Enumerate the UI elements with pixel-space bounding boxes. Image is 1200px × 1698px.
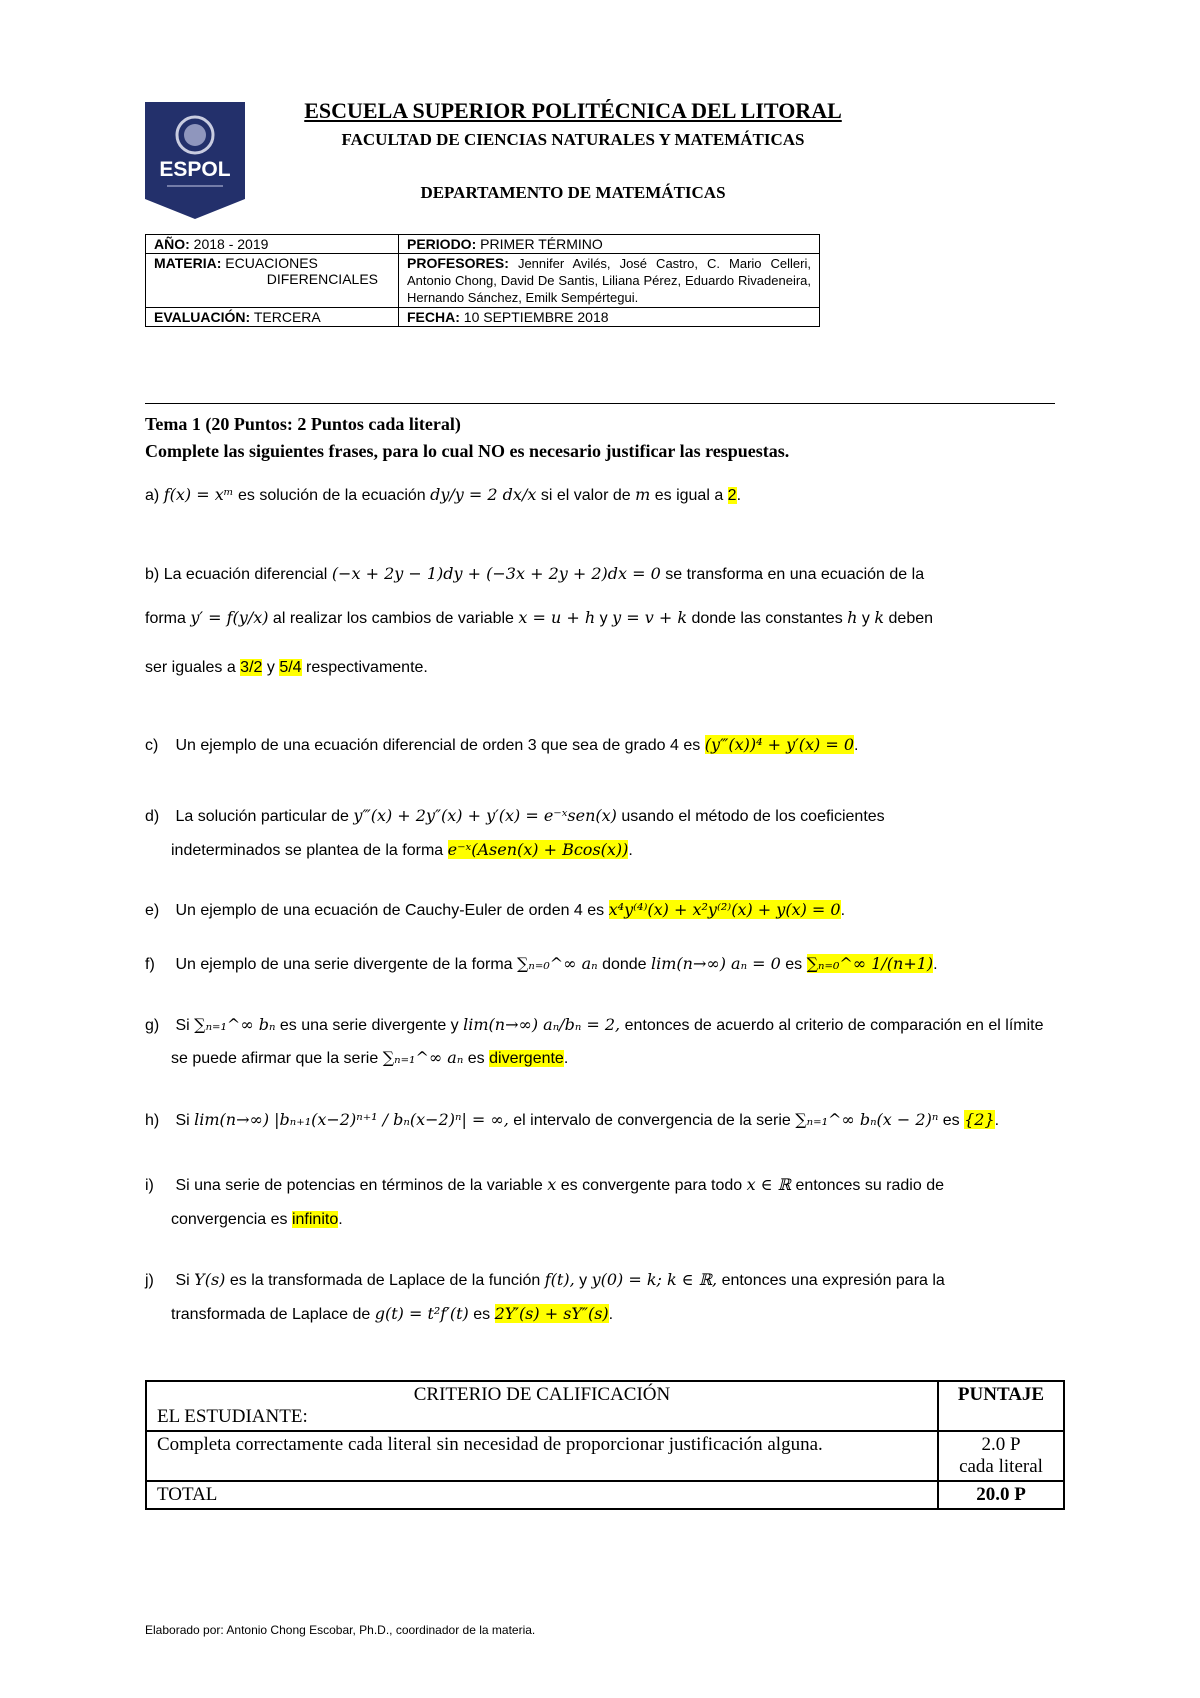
question-f: f) Un ejemplo de una serie divergente de la forma ∑ₙ₌₀^∞ aₙ donde lim(n→∞) aₙ = 0 es ∑ₙ₌₀^∞ 1/(n+1). [145,954,938,973]
answer-f: ∑ₙ₌₀^∞ 1/(n+1) [806,954,934,973]
date-cell: FECHA: 10 SEPTIEMBRE 2018 [399,308,820,327]
question-e: e) Un ejemplo de una ecuación de Cauchy-Euler de orden 4 es x⁴y⁽⁴⁾(x) + x²y⁽²⁾(x) + y(x) = 0. [145,900,846,919]
answer-b-2: 5/4 [279,659,302,676]
total-score: 20.0 P [938,1481,1064,1509]
question-j: j) Si Y(s) es la transformada de Laplace de la función f(t), y y(0) = k; k ∈ ℝ, entonces una expresión para la [145,1270,945,1289]
criteria-header: CRITERIO DE CALIFICACIÓN [413,1384,671,1405]
question-g: g) Si ∑ₙ₌₁^∞ bₙ es una serie divergente y lim(n→∞) aₙ/bₙ = 2, entonces de acuerdo al criterio de comparación en el límite [145,1015,1044,1034]
grading-criteria-table [145,1380,1065,1510]
total-label: TOTAL [146,1481,938,1509]
question-h: h) Si lim(n→∞) |bₙ₊₁(x−2)ⁿ⁺¹ / bₙ(x−2)ⁿ| = ∞, el intervalo de convergencia de la serie ∑ₙ₌₁^∞ bₙ(x − 2)ⁿ es {2}. [145,1110,1000,1129]
evaluation-cell: EVALUACIÓN: TERCERA [146,308,399,327]
question-c: c) Un ejemplo de una ecuación diferencial de orden 3 que sea de grado 4 es (y‴(x))⁴ + y′(x) = 0. [145,735,859,754]
answer-g: divergente [489,1050,564,1067]
separator-line [145,403,1055,404]
school-name: ESCUELA SUPERIOR POLITÉCNICA DEL LITORAL [304,98,842,123]
question-d-line2: indeterminados se plantea de la forma e⁻ˣ(Asen(x) + Bcos(x)). [171,840,633,859]
tema-title: Tema 1 (20 Puntos: 2 Puntos cada literal) [145,414,461,434]
answer-h: {2} [964,1110,995,1129]
question-b: b) La ecuación diferencial (−x + 2y − 1)dy + (−3x + 2y + 2)dx = 0 se transforma en una ecuación de la [145,564,925,583]
criteria-row: Completa correctamente cada literal sin necesidad de proporcionar justificación alguna. [146,1431,938,1481]
faculty-name: FACULTAD DE CIENCIAS NATURALES Y MATEMÁTICAS [341,130,805,149]
question-i-line2: convergencia es infinito. [171,1211,343,1228]
question-i: i) Si una serie de potencias en términos de la variable x es convergente para todo x ∈ ℝ entonces su radio de [145,1175,944,1194]
answer-a: 2 [727,487,737,504]
score-header: PUNTAJE [938,1381,1064,1431]
question-a: a) f(x) = xᵐ es solución de la ecuación dy/y = 2 dx/x si el valor de m es igual a 2. [145,485,742,504]
criteria-header-cell [146,1381,938,1431]
answer-i: infinito [291,1211,339,1228]
period-cell: PERIODO: PRIMER TÉRMINO [399,235,820,254]
footer-note: Elaborado por: Antonio Chong Escobar, Ph.D., coordinador de la materia. [145,1623,536,1637]
logo-text: ESPOL [159,158,231,181]
criteria-row-score: 2.0 P cada literal [938,1431,1064,1481]
department-name: DEPARTAMENTO DE MATEMÁTICAS [420,183,726,202]
question-j-line2: transformada de Laplace de g(t) = t²f′(t) es 2Y′(s) + sY″(s). [171,1304,614,1323]
answer-d: e⁻ˣ(Asen(x) + Bcos(x)) [447,840,629,859]
year-cell: AÑO: 2018 - 2019 [146,235,399,254]
criteria-sub: EL ESTUDIANTE: [157,1406,308,1427]
question-b-line2: forma y′ = f(y/x) al realizar los cambios de variable x = u + h y y = v + k donde las constantes h y k deben [145,608,934,627]
answer-j: 2Y′(s) + sY″(s) [494,1304,609,1323]
professors-cell: PROFESORES: Jennifer Avilés, José Castro, C. Mario Celleri, Antonio Chong, David De Santis, Liliana Pérez, Eduardo Rivadeneira, Hernando Sánchez, Emilk Sempértegui. [399,254,820,308]
answer-c: (y‴(x))⁴ + y′(x) = 0 [704,735,854,754]
espol-logo [145,102,245,219]
question-d: d) La solución particular de y‴(x) + 2y″(x) + y′(x) = e⁻ˣsen(x) usando el método de los coeficientes [145,806,885,825]
subject-cell: MATERIA: ECUACIONES DIFERENCIALES [146,254,399,308]
question-g-line2: se puede afirmar que la serie ∑ₙ₌₁^∞ aₙ es divergente. [171,1048,569,1067]
answer-e: x⁴y⁽⁴⁾(x) + x²y⁽²⁾(x) + y(x) = 0 [608,900,841,919]
tema-instruction: Complete las siguientes frases, para lo cual NO es necesario justificar las respuestas. [145,441,790,461]
exam-info-table [145,234,820,327]
answer-b-1: 3/2 [240,659,263,676]
question-b-line3: ser iguales a 3/2 y 5/4 respectivamente. [145,659,428,676]
